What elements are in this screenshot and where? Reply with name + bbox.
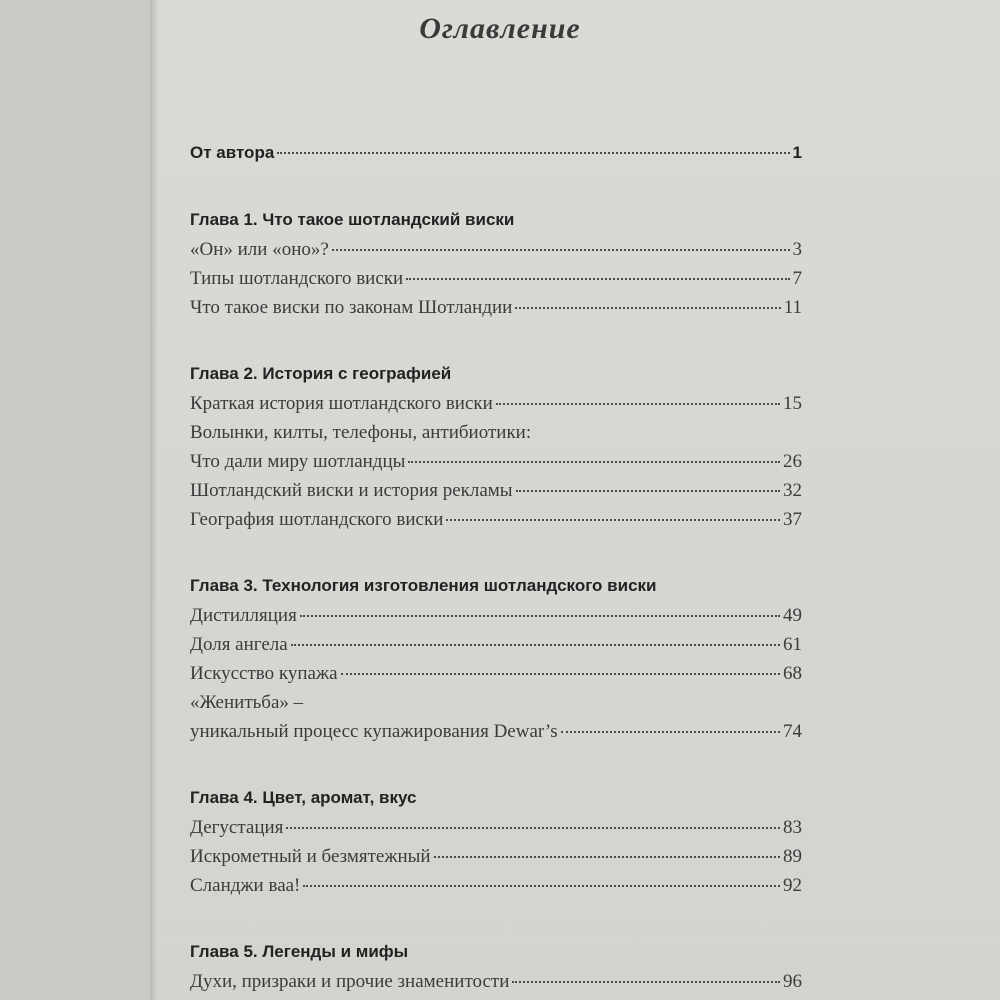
leader-dots: [434, 856, 780, 858]
toc-entry-label: Типы шотландского виски: [190, 268, 404, 289]
toc-entry-label: Краткая история шотландского виски: [190, 393, 493, 414]
toc-page-number: 32: [783, 480, 802, 501]
table-of-contents: [190, 143, 802, 1000]
toc-entry[interactable]: [190, 846, 802, 875]
toc-entry-label: Доля ангела: [190, 634, 288, 655]
toc-entry[interactable]: [190, 268, 802, 297]
leader-dots: [561, 731, 780, 733]
toc-entry-label: Шотландский виски и история рекламы: [190, 480, 513, 501]
leader-dots: [286, 827, 780, 829]
toc-entry-label: Искрометный и безмятежный: [190, 846, 431, 867]
toc-entry-label: Дистилляция: [190, 605, 297, 626]
toc-page-number: 49: [783, 605, 802, 626]
toc-entry-label: Искусство купажа: [190, 663, 338, 684]
leader-dots: [300, 615, 780, 617]
toc-entry-label: Дегустация: [190, 817, 284, 838]
toc-entry-label: Духи, призраки и прочие знаменитости: [190, 971, 510, 992]
leader-dots: [291, 644, 780, 646]
chapter-heading-1[interactable]: Глава 1. Что такое шотландский виски: [190, 210, 515, 229]
toc-entry-label: Сланджи ваа!: [190, 875, 301, 896]
toc-page-number: 37: [783, 509, 802, 530]
toc-entry[interactable]: [190, 875, 802, 904]
toc-page-number: 89: [783, 846, 802, 867]
toc-page-number: 7: [792, 268, 802, 289]
leader-dots: [515, 307, 780, 309]
toc-entry[interactable]: [190, 634, 802, 663]
toc-entry[interactable]: [190, 817, 802, 846]
leader-dots: [496, 403, 780, 405]
toc-entry[interactable]: [190, 239, 802, 268]
toc-page-number: 83: [783, 817, 802, 838]
toc-page-number: 92: [783, 875, 802, 896]
page-title: Оглавление: [419, 12, 581, 45]
toc-page-number: 3: [792, 239, 802, 260]
leader-dots: [303, 885, 780, 887]
toc-entry[interactable]: [190, 393, 802, 422]
chapter-heading-5[interactable]: Глава 5. Легенды и мифы: [190, 942, 409, 961]
leader-dots: [332, 249, 790, 251]
leader-dots: [408, 461, 780, 463]
toc-page-number: 26: [783, 451, 802, 472]
leader-dots: [516, 490, 780, 492]
toc-page-number: 15: [783, 393, 802, 414]
toc-entry[interactable]: [190, 971, 802, 1000]
toc-page-number: 61: [783, 634, 802, 655]
toc-page-number: 74: [783, 721, 802, 742]
toc-entry[interactable]: [190, 451, 802, 480]
chapter-heading-4[interactable]: Глава 4. Цвет, аромат, вкус: [190, 788, 417, 807]
toc-page-number: 96: [783, 971, 802, 992]
toc-page-number: 1: [792, 143, 802, 162]
toc-page-number: 11: [783, 297, 802, 318]
toc-entry[interactable]: [190, 297, 802, 326]
leader-dots: [446, 519, 780, 521]
toc-entry-label: «Он» или «оно»?: [190, 239, 329, 260]
leader-dots: [512, 981, 780, 983]
toc-entry-label: Что дали миру шотландцы: [190, 451, 406, 472]
toc-entry-label: География шотландского виски: [190, 509, 444, 530]
toc-entry[interactable]: [190, 605, 802, 634]
toc-entry[interactable]: [190, 721, 802, 750]
toc-entry-label: Что такое виски по законам Шотландии: [190, 297, 513, 318]
toc-entry-continued: «Женитьба» –: [190, 692, 304, 713]
toc-entry[interactable]: [190, 480, 802, 509]
toc-entry-intro[interactable]: [190, 143, 802, 172]
leader-dots: [406, 278, 789, 280]
toc-entry[interactable]: [190, 663, 802, 692]
chapter-heading-3[interactable]: Глава 3. Технология изготовления шотландского виски: [190, 576, 657, 595]
page-edge: [150, 0, 158, 1000]
toc-entry-label: уникальный процесс купажирования Dewar’s: [190, 721, 558, 742]
leader-dots: [277, 152, 789, 154]
toc-entry-continued: Волынки, килты, телефоны, антибиотики:: [190, 422, 532, 443]
toc-entry-label: От автора: [190, 143, 275, 162]
chapter-heading-2[interactable]: Глава 2. История с географией: [190, 364, 452, 383]
toc-page-number: 68: [783, 663, 802, 684]
leader-dots: [341, 673, 780, 675]
toc-entry[interactable]: [190, 509, 802, 538]
